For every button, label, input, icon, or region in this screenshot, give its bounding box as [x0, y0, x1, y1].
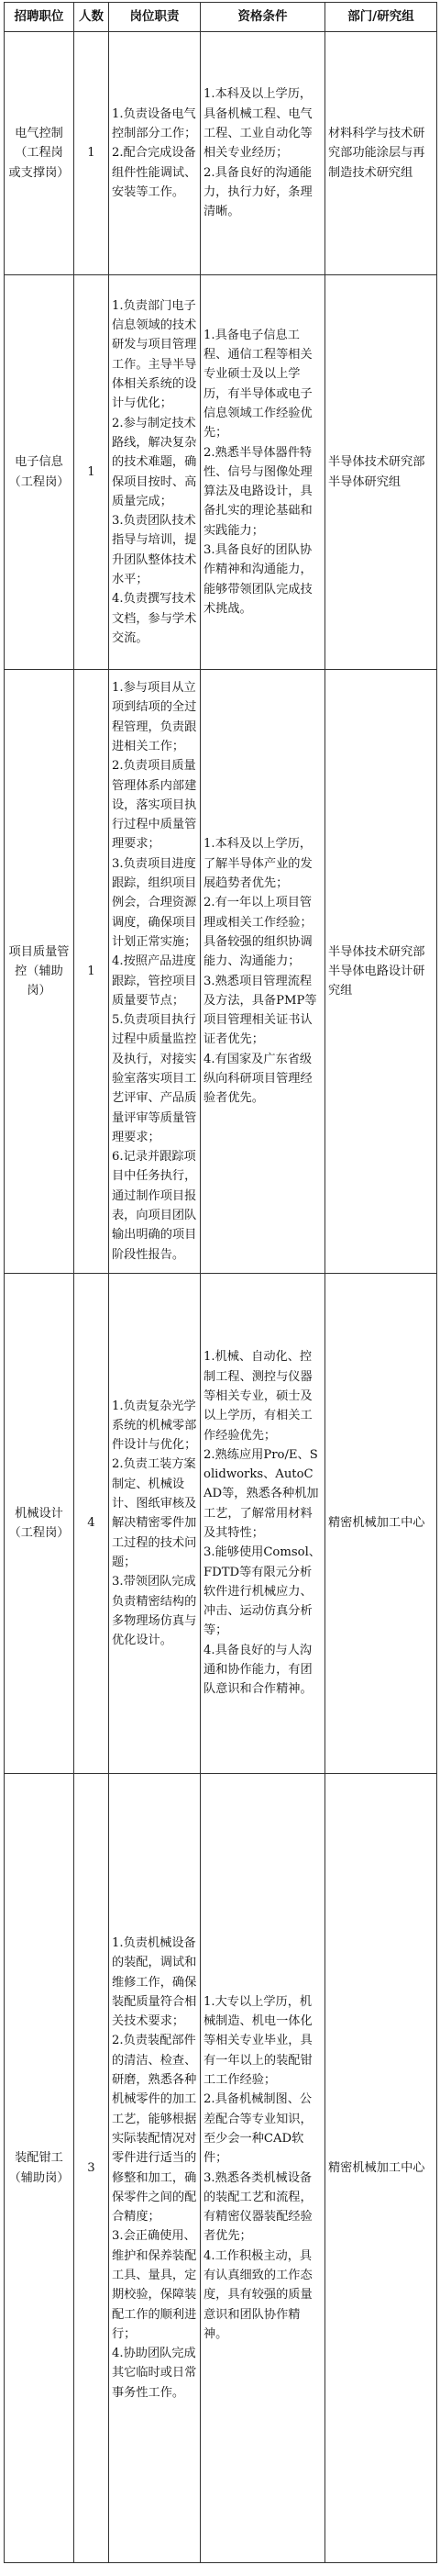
department-cell — [325, 275, 437, 670]
table-row — [5, 1274, 437, 1774]
position-text: 电气控制 （工程岗 或支撑岗） — [8, 127, 70, 180]
requirements-text: 1.本科及以上学历，具备机械工程、电气工程、工业自动化等相关专业经历； 2.具备良好的沟通能力，执行力好，条理清晰。 — [204, 87, 313, 219]
header-position: 招聘职位 — [5, 3, 74, 32]
position-cell — [5, 1774, 74, 2563]
department-text: 半导体技术研究部半导体研究组 — [328, 455, 425, 489]
table-row — [5, 32, 437, 275]
duties-cell — [109, 1274, 201, 1774]
department-cell — [325, 1274, 437, 1774]
duties-text: 1.负责设备电气控制部分工作； 2.配合完成设备组件性能调试、安装等工作。 — [112, 106, 197, 199]
duties-text: 1.参与项目从立项到结项的全过程管理，负责跟进相关工作； 2.负责项目质量管理体系内部建设，落实项目执行过程中质量管理要求； 3.负责项目进度跟踪，组织项目例会，合理资源调度，确保项目计划正常实施； 4.按照产品进度跟踪，管控项目质量要节点； 5.负责项目执行过程中质量监控及执行，对接实验室落实项目工艺评审、产品质量评审等质量管理要求； 6.记录并跟踪项目中任务执行，通过制作项目报表，向项目团队输出明确的项目阶段性报告。 — [112, 681, 197, 1262]
header-requirements: 资格条件 — [201, 3, 325, 32]
duties-cell — [109, 275, 201, 670]
duties-text: 1.负责部门电子信息领域的技术研发与项目管理工作。主导半导体相关系统的设计与优化； 2.参与制定技术路线，解决复杂的技术难题，确保项目按时、高质量完成； 3.负责团队技术指导与培训，提升团队整体技术水平； 4.负责撰写技术文档，参与学术交流。 — [112, 298, 197, 645]
position-cell — [5, 32, 74, 275]
requirements-cell — [201, 32, 325, 275]
department-cell — [325, 670, 437, 1274]
count-text: 4 — [87, 1516, 95, 1531]
requirements-cell — [201, 670, 325, 1274]
recruitment-document — [4, 2, 436, 2563]
table-row — [5, 670, 437, 1274]
duties-cell — [109, 670, 201, 1274]
position-cell — [5, 670, 74, 1274]
count-text: 1 — [87, 464, 95, 479]
count-cell — [74, 1774, 109, 2563]
position-cell — [5, 275, 74, 670]
department-text: 半导体技术研究部半导体电路设计研究组 — [328, 944, 425, 998]
table-header-row — [5, 3, 437, 32]
count-cell — [74, 32, 109, 275]
department-cell — [325, 1774, 437, 2563]
table-row — [5, 275, 437, 670]
count-text: 3 — [87, 2160, 95, 2175]
duties-cell — [109, 32, 201, 275]
requirements-text: 1.机械、自动化、控制工程、测控与仪器等相关专业，硕士及以上学历，有相关工作经验优先； 2.熟练应用Pro/E、Solidworks、AutoCAD等，熟悉各种机加工艺，了解常用材料及其特性； 3.能够使用Comsol、FDTD等有限元分析软件进行机械应力、冲击、运动仿真分析等； 4.具备良好的与人沟通和协作能力，有团队意识和合作精神。 — [204, 1350, 321, 1697]
department-text: 精密机械加工中心 — [328, 2160, 425, 2175]
duties-text: 1.负责复杂光学系统的机械零部件设计与优化； 2.负责工装方案制定、机械设计、图纸审核及解决精密零件加工过程的技术问题； 3.带领团队完成负责精密结构的多物理场仿真与优化设计。 — [112, 1399, 197, 1648]
count-text: 1 — [87, 964, 95, 978]
requirements-cell — [201, 275, 325, 670]
department-text: 精密机械加工中心 — [328, 1516, 425, 1531]
recruitment-table — [4, 2, 437, 2563]
header-department: 部门/研究组 — [325, 3, 437, 32]
position-cell — [5, 1274, 74, 1774]
count-cell — [74, 275, 109, 670]
count-cell — [74, 670, 109, 1274]
header-count: 人数 — [74, 3, 109, 32]
position-text: 电子信息 （工程岗） — [8, 455, 70, 489]
position-text: 机械设计 （工程岗） — [8, 1506, 70, 1540]
requirements-text: 1.具备电子信息工程、通信工程等相关专业硕士及以上学历，有半导体或电子信息领域工作经验优先； 2.熟悉半导体器件特性、信号与图像处理算法及电路设计，具备扎实的理论基础和实践能力； 3.具备良好的团队协作精神和沟通能力，能够带领团队完成技术挑战。 — [204, 328, 313, 616]
department-text: 材料科学与技术研究部功能涂层与再制造技术研究组 — [328, 127, 425, 180]
position-text: 项目质量管控（辅助岗） — [8, 944, 70, 998]
position-text: 装配钳工（辅助岗） — [8, 2151, 70, 2185]
requirements-cell — [201, 1774, 325, 2563]
requirements-cell — [201, 1274, 325, 1774]
requirements-text: 1.大专以上学历，机械制造、机电一体化等相关专业毕业，具有一年以上的装配钳工工作经验； 2.具备机械制图、公差配合等专业知识，至少会一种CAD软件； 3.熟悉各类机械设备的装配工艺和流程，有精密仪器装配经验者优先； 4.工作积极主动，具有认真细致的工作态度，具有较强的质量意识和团队协作精神。 — [204, 1994, 313, 2341]
department-cell — [325, 32, 437, 275]
count-cell — [74, 1274, 109, 1774]
header-duties: 岗位职责 — [109, 3, 201, 32]
requirements-text: 1.本科及以上学历，了解半导体产业的发展趋势者优先； 2.有一年以上项目管理或相关工作经验；具备较强的组织协调能力、沟通能力； 3.熟悉项目管理流程及方法，具备PMP等项目管理相关证书认证者优先； 4.有国家及广东省级纵向科研项目管理经验者优先。 — [204, 837, 317, 1106]
count-text: 1 — [87, 146, 95, 161]
duties-text: 1.负责机械设备的装配，调试和维修工作，确保装配质量符合相关技术要求； 2.负责装配部件的清洁、检查、研磨，熟悉各种机械零件的加工工艺，能够根据实际装配情况对零件进行适当的修整和加工，确保零件之间的配合精度； 3.会正确使用、维护和保养装配工具、量具，定期校验，保障装配工作的顺利进行； 4.协助团队完成其它临时或日常事务性工作。 — [112, 1935, 197, 2400]
duties-cell — [109, 1774, 201, 2563]
table-row — [5, 1774, 437, 2563]
